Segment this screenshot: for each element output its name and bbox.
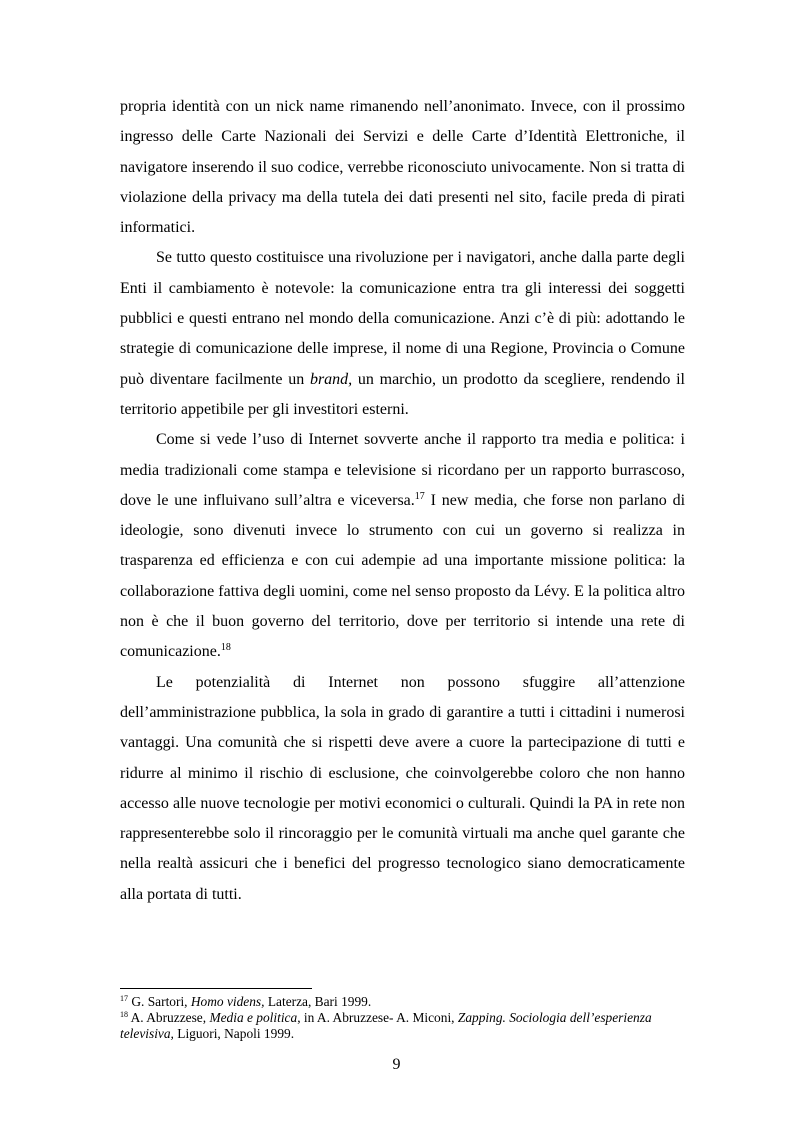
paragraph-2-text-a: Se tutto questo costituisce una rivoluzione per i navigatori, anche dalla parte degli Enti il cambiamento è notevole: la comunicazione entra tra gli interessi dei soggetti pubblici e questi entrano nel mondo della comunicazione. Anzi c’è di più: adottando le strategie di comunicazione delle imprese, il nome di una Regione, Provincia o Comune può diventare facilmente un [120,249,685,388]
paragraph-4-text: Le potenzialità di Internet non possono sfuggire all’attenzione dell’amministrazione pubblica, la sola in grado di garantire a tutti i cittadini i numerosi vantaggi. Una comunità che si rispetti deve avere a cuore la partecipazione di tutti e ridurre al minimo il rischio di esclusione, che coinvolgerebbe coloro che non hanno accesso alle nuove tecnologie per motivi economici o culturali. Quindi la PA in rete non rappresenterebbe solo il rincoraggio per le comunità virtuali ma anche quel garante che nella realtà assicuri che i benefici del progresso tecnologico siano democraticamente alla portata di tutti. [120,673,685,903]
footnote-18-editors: , in A. Abruzzese- A. Miconi, [297,1010,458,1025]
paragraph-1 [120,92,685,243]
paragraph-1-text: propria identità con un nick name rimanendo nell’anonimato. Invece, con il prossimo ingresso delle Carte Nazionali dei Servizi e delle Carte d’Identità Elettroniche, il navigatore inserendo il suo codice, verrebbe riconosciuto univocamente. Non si tratta di violazione della privacy ma della tutela dei dati presenti nel sito, facile preda di pirati informatici. [120,98,685,237]
footnote-18-title: Media e politica [209,1010,298,1025]
footnote-17-number: 17 [120,994,128,1003]
footnote-17-author: G. Sartori, [128,994,191,1009]
footnote-18-author: A. Abruzzese, [128,1010,210,1025]
footnote-18-book: Zapping. Sociologia dell’esperienza televisiva, [120,1010,652,1041]
footnote-18-publisher: Liguori, Napoli 1999. [173,1026,295,1041]
brand-term: brand, [309,370,353,388]
body-text [120,92,685,910]
paragraph-2-text-b: un marchio, un prodotto da scegliere, rendendo il territorio appetibile per gli investitori esterni. [120,370,686,418]
footnote-ref-18: 18 [220,642,231,654]
footnotes [120,994,685,1042]
paragraph-3 [120,425,685,667]
footnote-ref-17: 17 [414,490,425,502]
footnote-17-title: Homo videns, [190,994,265,1009]
footnote-17-publisher: Laterza, Bari 1999. [264,994,372,1009]
footnote-separator [120,988,312,989]
footnote-18 [120,1010,685,1042]
paragraph-2 [120,243,685,425]
page-number: 9 [392,1056,401,1073]
footnote-17 [120,994,685,1010]
footnote-18-number: 18 [120,1010,128,1019]
paragraph-3-text-a: Come si vede l’uso di Internet sovverte anche il rapporto tra media e politica: i media tradizionali come stampa e televisione si ricordano per un rapporto burrascoso, dove le une influivano sull’altra e viceversa. [120,431,685,509]
paragraph-4 [120,668,685,910]
paragraph-3-text-b: I new media, che forse non parlano di ideologie, sono divenuti invece lo strumento con cui un governo si realizza in trasparenza ed efficienza e con cui adempie ad una importante missione politica: la collaborazione fattiva degli uomini, come nel senso proposto da Lévy. E la politica altro non è che il buon governo del territorio, dove per territorio si intende una rete di comunicazione. [120,491,686,661]
